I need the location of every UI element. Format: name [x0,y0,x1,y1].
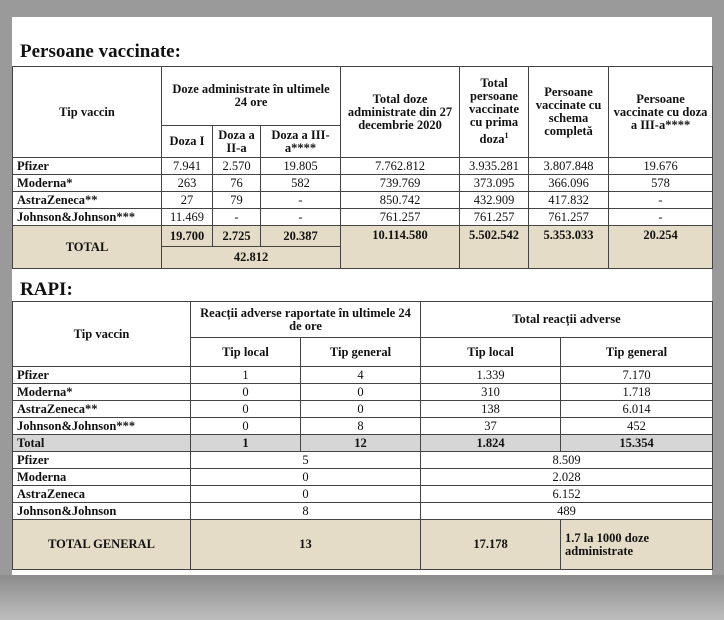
table-row [13,418,713,435]
table-cell: 2.725 [213,226,261,247]
table-cell: 15.354 [561,435,713,452]
table-cell: 1 [191,367,301,384]
table-cell: 578 [609,175,713,192]
table-cell: AstraZeneca** [13,192,162,209]
table-cell: - [261,209,341,226]
table-cell: 489 [421,503,713,520]
table-row [13,503,713,520]
table-cell: 310 [421,384,561,401]
header-doza-3-total: Persoane vaccinate cu doza a III-a**** [609,67,713,158]
table-cell: 0 [191,469,421,486]
table-cell: 1.718 [561,384,713,401]
table-cell: 432.909 [460,192,529,209]
table-cell: Moderna* [13,175,162,192]
table-cell: 8 [191,503,421,520]
table-cell: 850.742 [341,192,460,209]
table-cell: 13 [191,520,421,570]
table-cell: 79 [213,192,261,209]
table-cell: 3.807.848 [529,158,609,175]
table-cell: Johnson&Johnson [13,503,191,520]
table-cell: 19.700 [162,226,213,247]
table-cell: 20.387 [261,226,341,247]
table-row [13,192,713,209]
table-cell: 263 [162,175,213,192]
table-cell: 1 [191,435,301,452]
header-doze-24h: Doze administrate în ultimele 24 ore [162,67,341,126]
table-cell: - [609,209,713,226]
total-general-label: TOTAL GENERAL [13,520,191,570]
table-cell: 0 [301,384,421,401]
table-row [13,469,713,486]
table-cell: 19.805 [261,158,341,175]
header-tip-vaccin: Tip vaccin [13,67,162,158]
table-cell: 3.935.281 [460,158,529,175]
total-24h-sum: 42.812 [162,247,341,269]
table-row [13,452,713,469]
table-cell: 739.769 [341,175,460,192]
total-label: TOTAL [13,226,162,269]
table-cell: 10.114.580 [341,226,460,269]
table-cell: 1.339 [421,367,561,384]
rapi-total-row [13,435,713,452]
rapi-header-24h: Reacții adverse raportate în ultimele 24 de ore [191,302,421,338]
table-cell: 7.941 [162,158,213,175]
table-cell: 1.824 [421,435,561,452]
rapi-header-local-total: Tip local [421,338,561,367]
rapi-header-general-24: Tip general [301,338,421,367]
table-cell: 7.762.812 [341,158,460,175]
table-cell: 5.353.033 [529,226,609,269]
table-cell: 8 [301,418,421,435]
table-cell: 8.509 [421,452,713,469]
table-cell: Pfizer [13,452,191,469]
table-row [13,209,713,226]
table-cell: - [213,209,261,226]
rapi-header-total: Total reacții adverse [421,302,713,338]
table-row [13,175,713,192]
table-cell: 12 [301,435,421,452]
table-cell: Pfizer [13,367,191,384]
total-row [13,226,713,247]
table-cell: 0 [191,418,301,435]
table-cell: Total [13,435,191,452]
table-cell: 2.028 [421,469,713,486]
table-row [13,384,713,401]
table-cell: 6.152 [421,486,713,503]
table-cell: 19.676 [609,158,713,175]
rapi-table [12,301,713,570]
table-cell: Pfizer [13,158,162,175]
table-cell: 4 [301,367,421,384]
table-cell: Moderna [13,469,191,486]
header-doza-2: Doza a II-a [213,126,261,158]
table-cell: 452 [561,418,713,435]
table-cell: 366.096 [529,175,609,192]
page-shadow [0,575,724,620]
table-row [13,158,713,175]
table-cell: 17.178 [421,520,561,570]
rapi-header-local-24: Tip local [191,338,301,367]
table-cell: 0 [191,401,301,418]
table-cell: 761.257 [460,209,529,226]
table-cell: Johnson&Johnson*** [13,418,191,435]
table-row [13,367,713,384]
table-cell: 7.170 [561,367,713,384]
document-sheet [12,17,712,575]
section-title-vaccinated: Persoane vaccinate: [20,41,181,62]
table-cell: 76 [213,175,261,192]
table-cell: - [609,192,713,209]
adverse-rate: 1.7 la 1000 doze administrate [561,520,713,570]
table-cell: 582 [261,175,341,192]
table-cell: 0 [301,401,421,418]
table-cell: 5.502.542 [460,226,529,269]
table-cell: 2.570 [213,158,261,175]
table-cell: 6.014 [561,401,713,418]
table-cell: 37 [421,418,561,435]
table-cell: 417.832 [529,192,609,209]
header-total-prima-doza: Total persoane vaccinate cu prima doza$^1$ [460,67,529,158]
table-cell: 27 [162,192,213,209]
table-cell: 0 [191,486,421,503]
header-total-doze: Total doze administrate din 27 decembrie 2020 [341,67,460,158]
table-cell: 761.257 [341,209,460,226]
header-schema-completa: Persoane vaccinate cu schema completă [529,67,609,158]
table-cell: Moderna* [13,384,191,401]
table-cell: 761.257 [529,209,609,226]
table-cell: 138 [421,401,561,418]
table-cell: AstraZeneca [13,486,191,503]
table-cell: 11.469 [162,209,213,226]
table-row [13,486,713,503]
vaccinated-table [12,66,713,269]
rapi-header-tip-vaccin: Tip vaccin [13,302,191,367]
table-cell: Johnson&Johnson*** [13,209,162,226]
header-doza-1: Doza I [162,126,213,158]
table-cell: - [261,192,341,209]
table-cell: AstraZeneca** [13,401,191,418]
table-row [13,401,713,418]
total-general-row [13,520,713,570]
table-cell: 373.095 [460,175,529,192]
table-cell: 20.254 [609,226,713,269]
rapi-header-general-total: Tip general [561,338,713,367]
header-doza-3: Doza a III-a**** [261,126,341,158]
section-title-rapi: RAPI: [20,279,73,300]
table-cell: 5 [191,452,421,469]
table-cell: 0 [191,384,301,401]
